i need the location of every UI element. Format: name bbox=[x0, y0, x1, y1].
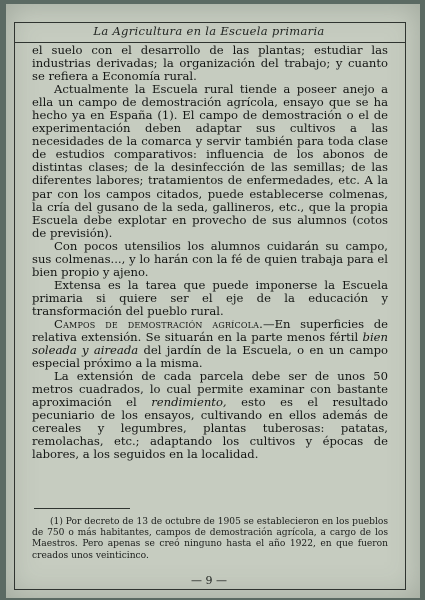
paragraph-5: Campos de demostración agrícola.—En superficies de relativa extensión. Se situarán en la parte menos fértil bien soleada y aireada del jardín de la Escuela, o en un campo especial próximo a la misma. bbox=[32, 316, 389, 371]
footnote-text: (1) Por decreto de 13 de octubre de 1905 se establecieron en los pueblos de 750 o más habitantes, campos de demostración agrícola, a cargo de los Maestros. Pero apenas se creó ninguno hasta el año 1922, en que fueron creados unos veinticinco. bbox=[32, 517, 388, 561]
footnote bbox=[32, 517, 388, 562]
paragraph-1: el suelo con el desarrollo de las plantas; estudiar las industrias derivadas; la organización del trabajo; y cuanto se refiera a Economía rural. bbox=[32, 43, 388, 84]
body-text bbox=[32, 44, 388, 462]
emphasis: rendimiento, bbox=[151, 395, 227, 410]
footnote-rule bbox=[34, 508, 130, 509]
section-heading: Campos de demostración agrícola. bbox=[54, 316, 263, 331]
paragraph-6: La extensión de cada parcela debe ser de unos 50 metros cuadrados, lo cual permite examinar con bastante aproximación el rendimiento, esto es el resultado pecuniario de los ensayos, cultivando en ellos además de cereales y legumbres, plantas tuberosas: patatas, remolachas, etc.; adaptando los cultivos y épocas de labores, a los seguidos en la localidad. bbox=[32, 369, 389, 462]
footnote-reference: (1). bbox=[157, 108, 178, 123]
paragraph-2: Actualmente la Escuela rural tiende a poseer anejo a ella un campo de demostración agrícola, ensayo que se ha hecho ya en España (1). El campo de demostración o el de experimentación deben adaptar sus cultivos a las necesidades de la comarca y servir también para toda clase de estudios comparativos: influencia de los abonos de distintas clases; de la desinfección de las semillas; de las diferentes labores; tratamientos de enfermedades, etc. A la par con los campos citados, puede establecerse colmenas, la cría del gusano de la seda, gallineros, etc., que la propia Escuela debe explotar en provecho de sus alumnos (cotos de previsión). bbox=[32, 82, 389, 240]
paragraph-3: Con pocos utensilios los alumnos cuidarán su campo, sus colmenas..., y lo harán con la fé de quien trabaja para el bien propio y ajeno. bbox=[32, 238, 388, 279]
emphasis: bien soleada y aireada bbox=[32, 330, 389, 358]
page-number: — 9 — bbox=[191, 574, 227, 587]
paragraph-4: Extensa es la tarea que puede imponerse la Escuela primaria si quiere ser el eje de la educación y transformación del pueblo rural. bbox=[32, 277, 388, 318]
running-head: La Agricultura en la Escuela primaria bbox=[93, 24, 325, 38]
